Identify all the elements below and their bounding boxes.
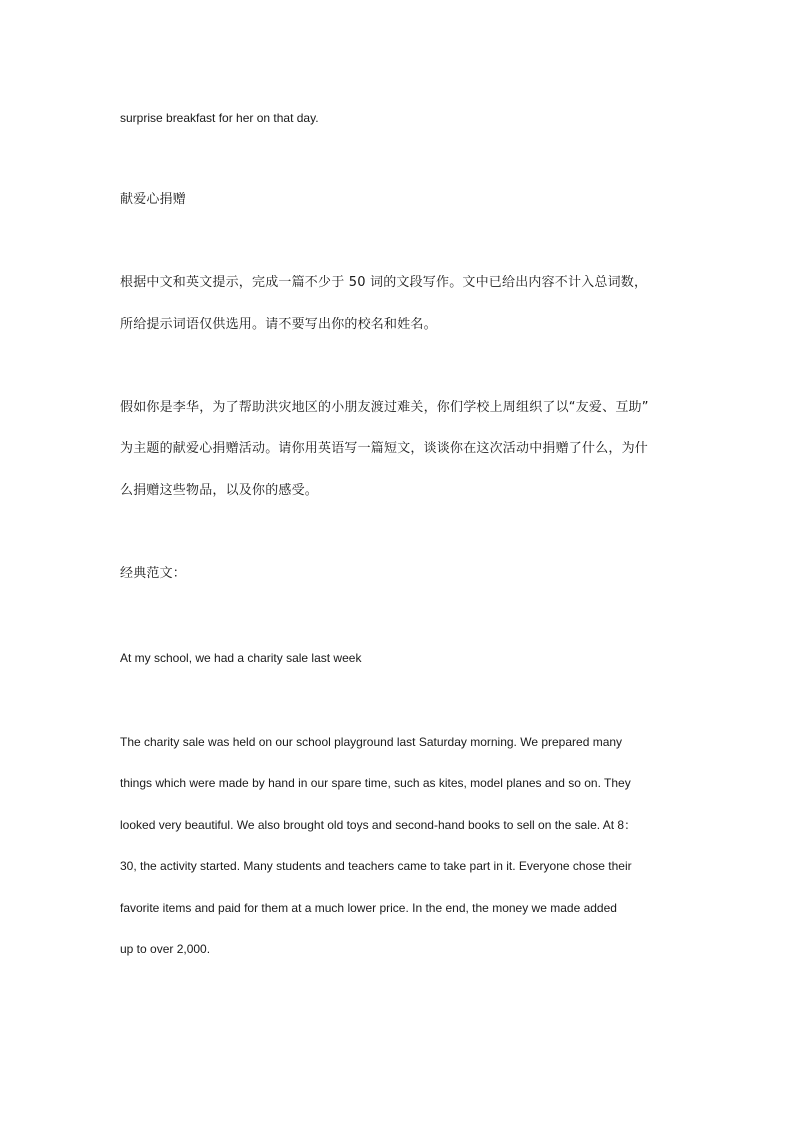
prompt-line-2: 为主题的献爱心捐赠活动。请你用英语写一篇短文，谈谈你在这次活动中捐赠了什么，为什 xyxy=(120,441,649,456)
prompt-line-3: 么捐赠这些物品，以及你的感受。 xyxy=(120,483,319,498)
essay-line-1: The charity sale was held on our school playground last Saturday morning. We prepared many xyxy=(120,735,623,749)
essay-line-5: favorite items and paid for them at a much lower price. In the end, the money we made added xyxy=(120,901,617,915)
essay-line-3: looked very beautiful. We also brought old toys and second-hand books to sell on the sale. At 8： xyxy=(120,818,637,832)
instruction-line-1: 根据中文和英文提示，完成一篇不少于 50 词的文段写作。文中已给出内容不计入总词数， xyxy=(120,275,648,290)
essay-line-2: things which were made by hand in our spare time, such as kites, model planes and so on. They xyxy=(120,776,631,790)
instruction-line-2: 所给提示词语仅供选用。请不要写出你的校名和姓名。 xyxy=(120,317,437,332)
essay-title: At my school, we had a charity sale last week xyxy=(120,651,362,665)
prompt-line-1: 假如你是李华，为了帮助洪灾地区的小朋友渡过难关，你们学校上周组织了以“友爱、互助” xyxy=(120,400,649,415)
essay-line-4: 30, the activity started. Many students and teachers came to take part in it. Everyone chose their xyxy=(120,859,632,873)
continuation-line: surprise breakfast for her on that day. xyxy=(120,111,319,125)
sample-label: 经典范文： xyxy=(120,566,187,581)
section-title: 献爱心捐赠 xyxy=(120,192,187,207)
essay-line-6: up to over 2,000. xyxy=(120,942,211,956)
